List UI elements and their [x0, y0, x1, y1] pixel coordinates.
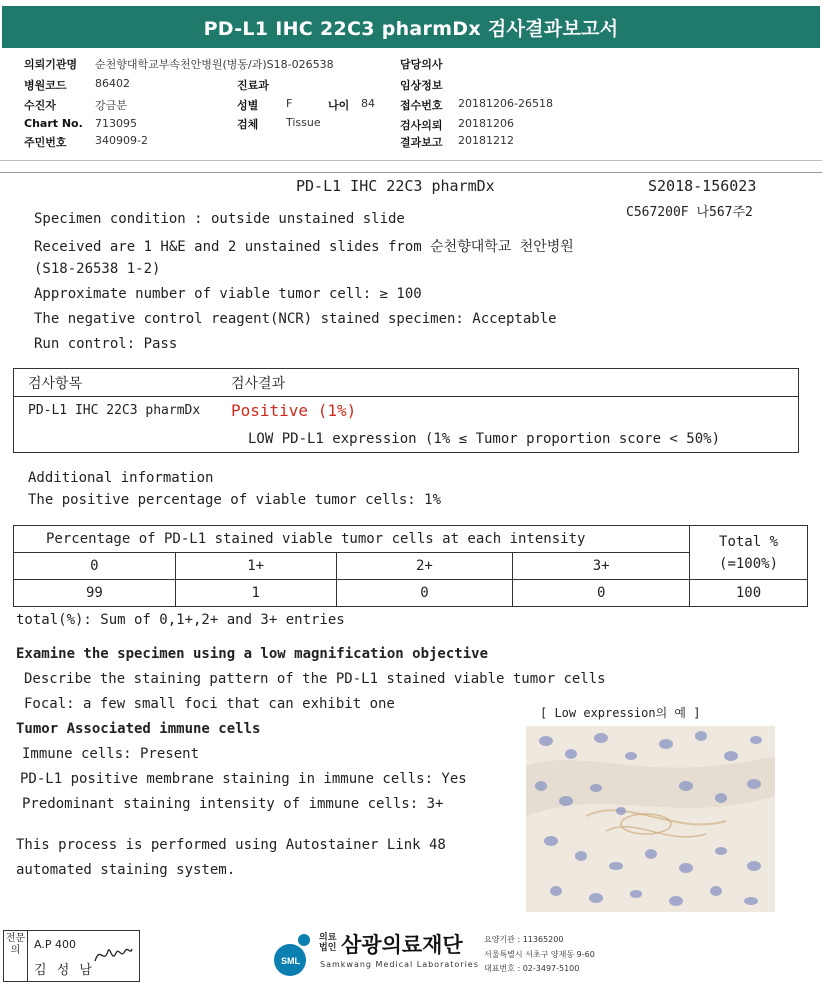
- value-cell: 0: [336, 580, 513, 607]
- specimen-line: Run control: Pass: [34, 336, 178, 352]
- phone: 대표번호 : 02-3497-5100: [484, 964, 580, 973]
- signature-box: [3, 930, 140, 982]
- logo-corp-line: 의료: [319, 933, 337, 943]
- institution-value: 순천향대학교부속천안병원(병동/과)S18-026538: [95, 58, 334, 71]
- logo-corp-line: 법인: [319, 943, 337, 953]
- report-label: 결과보고: [400, 136, 443, 149]
- dept-label: 진료과: [237, 79, 269, 92]
- level-cell: 1+: [175, 553, 336, 580]
- intensity-title: Percentage of PD-L1 stained viable tumor cells at each intensity: [14, 526, 690, 553]
- examine-title: Examine the specimen using a low magnification objective: [16, 646, 489, 662]
- resident-label: 주민번호: [24, 136, 67, 149]
- intensity-table: [13, 525, 808, 607]
- result-table-header: [14, 369, 798, 397]
- signature-icon: [92, 941, 134, 969]
- age-value: 84: [361, 97, 375, 110]
- image-caption: [ Low expression의 예 ]: [540, 706, 701, 720]
- intensity-note: total(%): Sum of 0,1+,2+ and 3+ entries: [16, 612, 345, 628]
- divider: [0, 172, 822, 173]
- hospital-code-label: 병원코드: [24, 79, 67, 92]
- process-line: This process is performed using Autostainer Link 48: [16, 837, 446, 853]
- sex-value: F: [286, 97, 293, 110]
- logo-en: Samkwang Medical Laboratories: [320, 960, 479, 969]
- immune-line: Immune cells: Present: [22, 746, 200, 762]
- result-expression: LOW PD-L1 expression (1% ≤ Tumor proportion score < 50%): [248, 431, 721, 447]
- ap-code: A.P 400: [34, 938, 76, 951]
- sex-label: 성별: [237, 99, 259, 112]
- specimen-line: (S18-26538 1-2): [34, 261, 161, 277]
- accession-label: 접수번호: [400, 99, 443, 112]
- address: 서울특별시 서초구 양재동 9-60: [484, 950, 595, 959]
- value-cell: 99: [14, 580, 176, 607]
- specimen-value: Tissue: [286, 116, 321, 129]
- examine-line: Describe the staining pattern of the PD-L1 stained viable tumor cells: [24, 671, 606, 687]
- request-label: 검사의뢰: [400, 119, 443, 132]
- resident-value: 340909-2: [95, 134, 148, 147]
- result-positive: Positive (1%): [231, 401, 357, 420]
- value-cell: 0: [513, 580, 690, 607]
- total-cell: 100: [690, 580, 808, 607]
- sml-logo-icon: [270, 932, 318, 978]
- approval-number: 요양기관 : 11365200: [484, 935, 564, 944]
- report-title: PD-L1 IHC 22C3 pharmDx 검사결과보고서: [2, 6, 820, 48]
- accession-value: 20181206-26518: [458, 97, 553, 110]
- value-cell: 1: [175, 580, 336, 607]
- additional-title: Additional information: [28, 470, 214, 486]
- additional-positive: The positive percentage of viable tumor cells: 1%: [28, 492, 442, 508]
- test-name: PD-L1 IHC 22C3 pharmDx: [296, 177, 495, 195]
- process-line: automated staining system.: [16, 862, 236, 878]
- level-cell: 0: [14, 553, 176, 580]
- logo-mark: SML: [281, 956, 300, 966]
- report-id: S2018-156023: [648, 177, 757, 195]
- clinical-label: 임상정보: [400, 79, 443, 92]
- level-cell: 2+: [336, 553, 513, 580]
- age-label: 나이: [328, 99, 350, 112]
- level-cell: 3+: [513, 553, 690, 580]
- doctor-name: 김 성 남: [34, 963, 95, 978]
- institution-label: 의뢰기관명: [24, 58, 78, 71]
- divider: [0, 160, 822, 161]
- report-value: 20181212: [458, 134, 514, 147]
- logo-name: 삼광의료재단: [341, 933, 463, 957]
- micrograph-svg: [526, 726, 775, 912]
- request-value: 20181206: [458, 117, 514, 130]
- examinee-value: 강금분: [95, 99, 127, 112]
- immune-title: Tumor Associated immune cells: [16, 721, 261, 737]
- result-item: PD-L1 IHC 22C3 pharmDx: [28, 403, 201, 418]
- hospital-code-value: 86402: [95, 77, 130, 90]
- specimen-line: Received are 1 H&E and 2 unstained slides from 순천향대학교 천안병원: [34, 239, 574, 255]
- specimen-label: 검체: [237, 118, 259, 131]
- specimen-line: The negative control reagent(NCR) stained specimen: Acceptable: [34, 311, 557, 327]
- immune-line: PD-L1 positive membrane staining in immune cells: Yes: [20, 771, 467, 787]
- examine-line: Focal: a few small foci that can exhibit one: [24, 696, 395, 712]
- specialist-label: 전문의: [4, 931, 28, 981]
- specimen-line: Specimen condition : outside unstained slide: [34, 211, 405, 227]
- doctor-label: 담당의사: [400, 58, 443, 71]
- header-result: 검사결과: [231, 376, 286, 392]
- examinee-label: 수진자: [24, 99, 56, 112]
- chart-value: 713095: [95, 117, 137, 130]
- immune-line: Predominant staining intensity of immune cells: 3+: [22, 796, 444, 812]
- micrograph-image: [526, 726, 775, 912]
- sub-code: C567200F 나567주2: [626, 205, 753, 220]
- header-item: 검사항목: [28, 376, 83, 392]
- chart-label: Chart No.: [24, 117, 83, 130]
- total-header: Total % (=100%): [690, 526, 808, 580]
- specimen-line: Approximate number of viable tumor cell: ≥ 100: [34, 286, 422, 302]
